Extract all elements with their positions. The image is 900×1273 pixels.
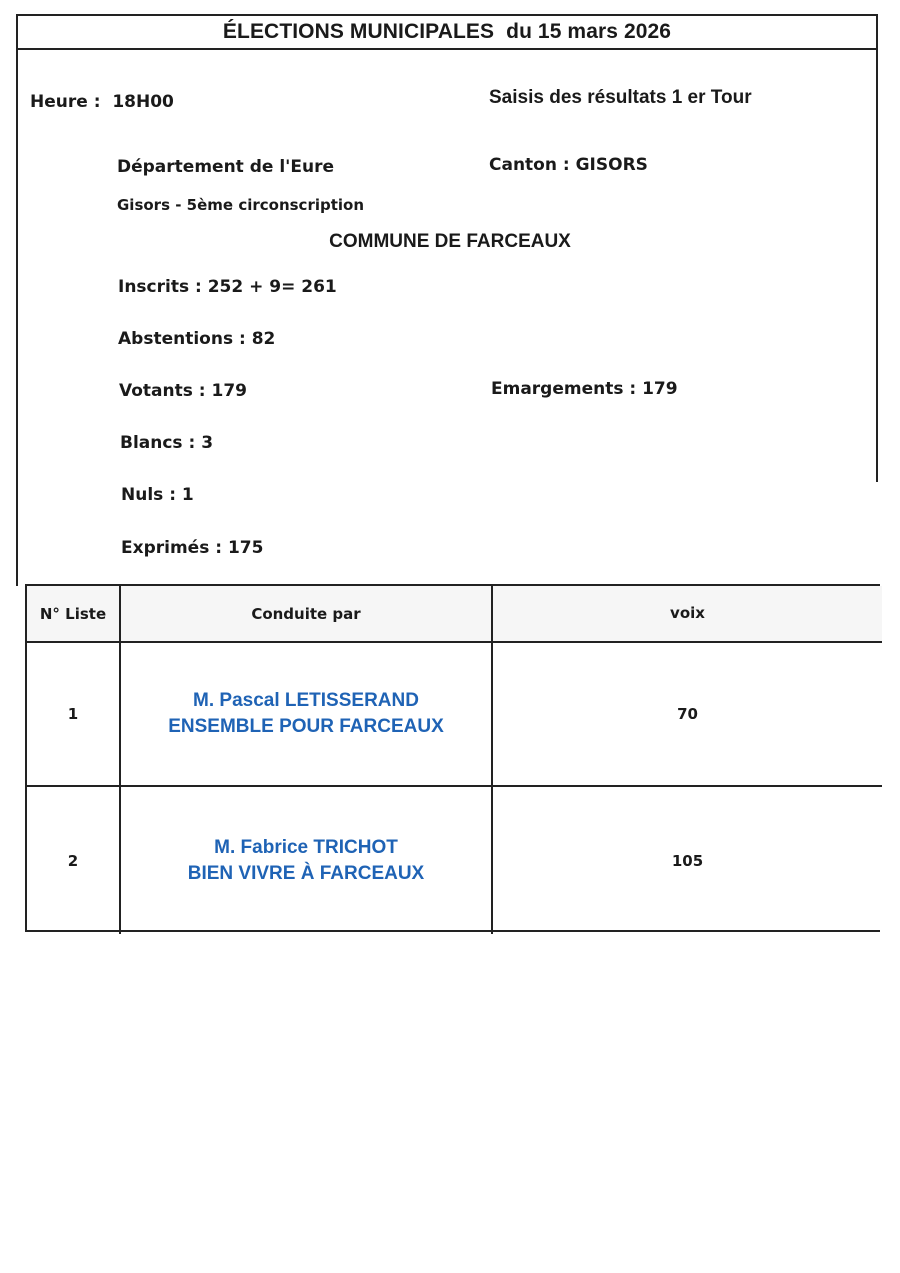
header-voix: voix: [493, 586, 882, 643]
heure-value: 18H00: [112, 92, 174, 112]
title-date: du 15 mars 2026: [506, 20, 672, 43]
results-table: [25, 584, 880, 932]
frame-left-border: [16, 14, 18, 586]
title-main: ÉLECTIONS MUNICIPALES: [222, 20, 495, 43]
stat-inscrits: Inscrits : 252 + 9= 261: [118, 277, 337, 297]
heure-line: [30, 92, 174, 112]
circonscription: Gisors - 5ème circonscription: [117, 196, 365, 214]
saisie-label: Saisis des résultats 1 er Tour: [489, 87, 752, 108]
header-numero: N° Liste: [27, 586, 121, 643]
canton: Canton : GISORS: [489, 155, 648, 175]
departement: Département de l'Eure: [117, 157, 334, 177]
row-1-liste: ENSEMBLE POUR FARCEAUX: [168, 716, 444, 737]
stat-abstentions: Abstentions : 82: [118, 329, 276, 349]
document-title: [0, 20, 894, 44]
row-2-voix: 105: [671, 851, 704, 870]
row-1-tete: M. Pascal LETISSERAND: [193, 690, 419, 711]
heure-label: Heure :: [30, 92, 101, 112]
row-2-numero: 2: [27, 787, 121, 934]
frame-top-border: [16, 14, 878, 16]
row-2-liste: BIEN VIVRE À FARCEAUX: [187, 862, 425, 884]
commune-title: COMMUNE DE FARCEAUX: [329, 231, 571, 252]
header-conduite: Conduite par: [121, 586, 493, 643]
row-1-conduite: [121, 643, 493, 787]
row-1-voix: 70: [493, 643, 882, 787]
row-2-conduite: [121, 787, 493, 934]
stat-votants: Votants : 179: [119, 381, 247, 401]
row-1-numero: 1: [27, 643, 121, 787]
stat-exprimes: Exprimés : 175: [121, 538, 264, 558]
stat-emargements: Emargements : 179: [491, 379, 678, 399]
stat-blancs: Blancs : 3: [120, 433, 214, 453]
stat-nuls: Nuls : 1: [121, 485, 194, 505]
row-2-tete: M. Fabrice TRICHOT: [214, 836, 398, 858]
title-divider: [16, 48, 878, 50]
